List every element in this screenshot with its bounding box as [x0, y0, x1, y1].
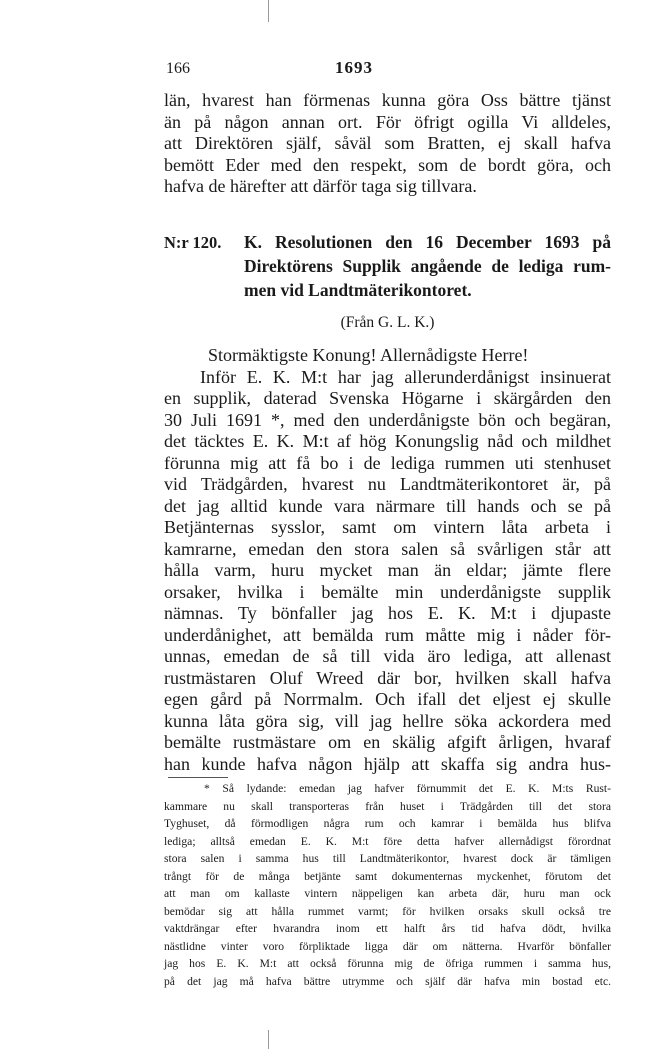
document-number: N:r 120. — [164, 233, 222, 252]
footnote-line: på det jag må hafva bättre utrymme och själf där hafva min bostad etc. — [164, 974, 611, 988]
text-line: det täcktes E. K. M:t af hög Konungslig nåd och mildhet — [164, 431, 611, 451]
text-line: hafva de härefter att därför taga sig tillvara. — [164, 176, 477, 196]
text-line: han kunde hafva någon hjälp att skaffa sig andra hus- — [164, 753, 611, 774]
text-line: en supplik, daterad Svenska Högarne i skärgården den — [164, 388, 611, 408]
binding-mark-bottom — [268, 1030, 269, 1049]
document-title-line: Direktörens Supplik angående de lediga rum- — [244, 256, 611, 276]
text-line: vid Trädgården, hvarest nu Landtmäterikontoret är, på — [164, 474, 611, 494]
text-line: län, hvarest han förmenas kunna göra Oss bättre tjänst — [164, 90, 611, 110]
document-source: (Från G. L. K.) — [340, 314, 435, 331]
text-line: 30 Juli 1691 *, med den underdånigste bön och begäran, — [164, 409, 611, 430]
document-title-line: K. Resolutionen den 16 December 1693 på — [244, 232, 611, 252]
salutation: Stormäktigste Konung! Allernådigste Herre! — [208, 345, 529, 365]
running-header-year: 1693 — [335, 58, 373, 77]
text-line: det jag alltid kunde vara närmare till hands och se på — [164, 495, 611, 516]
footnote-line: Tyghuset, då förmodligen några rum och kamrar i bemälda hus blifva — [164, 817, 611, 830]
text-line: rustmästaren Oluf Wreed där bor, hvilken skall hafva — [164, 667, 611, 688]
text-line: att Direktören själf, såväl som Bratten, ej skall hafva — [164, 133, 611, 153]
text-line: orsaker, hvilka i bemälte min underdånigste supplik — [164, 581, 611, 602]
footnote-rule — [168, 777, 228, 778]
footnote-line: trångt för de många betjänte samt dokumenternas myckenhet, förutom det — [164, 869, 611, 883]
text-line: nämnas. Ty bönfaller jag hos E. K. M:t i djupaste — [164, 603, 611, 623]
text-line: bemött Eder med den respekt, som de bordt göra, och — [164, 154, 611, 175]
text-line: Inför E. K. M:t har jag allerunderdånigst insinuerat — [200, 366, 611, 387]
text-line: egen gård på Norrmalm. Och ifall det eljest ej skulle — [164, 689, 611, 709]
footnote-line: stora salen i samma hus till Landtmäterikontor, hvarest dock är tämligen — [164, 852, 611, 865]
document-title-line: men vid Landtmäterikontoret. — [244, 280, 472, 300]
text-line: Betjänternas sysslor, samt om vintern låta arbeta i — [164, 517, 611, 537]
footnote-line: lediga; alltså emedan E. K. M:t före detta hafver allernådigst förordnat — [164, 834, 611, 848]
binding-mark-top — [268, 0, 269, 22]
footnote-line: jag hos E. K. M:t att också förunna mig de öfriga rummen i samma hus, — [164, 957, 611, 970]
text-line: bemälte rustmästare om en skälig afgift årligen, hvaraf — [164, 732, 611, 752]
footnote-line: att man om kallaste vintern näppeligen kan arbeta där, huru man ock — [164, 887, 611, 900]
page-number: 166 — [166, 60, 190, 77]
text-line: unnas, emedan de så till vida äro lediga, att allenast — [164, 646, 611, 666]
text-line: kamrarne, emedan den stora salen så svårligen står att — [164, 538, 611, 559]
footnote-line: nästlidne vinter voro förpliktade ligga där om nätterna. Hvarför bönfaller — [164, 939, 611, 953]
text-line: underdånighet, att bemälda rum måtte mig i nåder för- — [164, 624, 611, 645]
text-line: än på någon annan ort. För öfrigt ogilla Vi alldeles, — [164, 111, 611, 132]
footnote-line: * Så lydande: emedan jag hafver förnummit det E. K. M:ts Rust- — [204, 782, 611, 795]
text-line: kunna låta göra sig, vill jag hellre söka ackordera med — [164, 710, 611, 731]
footnote-line: kammare nu skall transporteras från huset i Trädgården till det stora — [164, 799, 611, 813]
footnote-line: vaktdrängar efter hvarandra inom ett halft års tid hafva dödt, hvilka — [164, 922, 611, 935]
text-line: hålla varm, huru mycket man än eldar; jämte flere — [164, 560, 611, 580]
footnote-line: bemödar sig att hålla rummet varmt; för hvilken orsaks skull också tre — [164, 904, 611, 918]
text-line: förunna mig att få bo i de lediga rummen uti stenhuset — [164, 452, 611, 473]
